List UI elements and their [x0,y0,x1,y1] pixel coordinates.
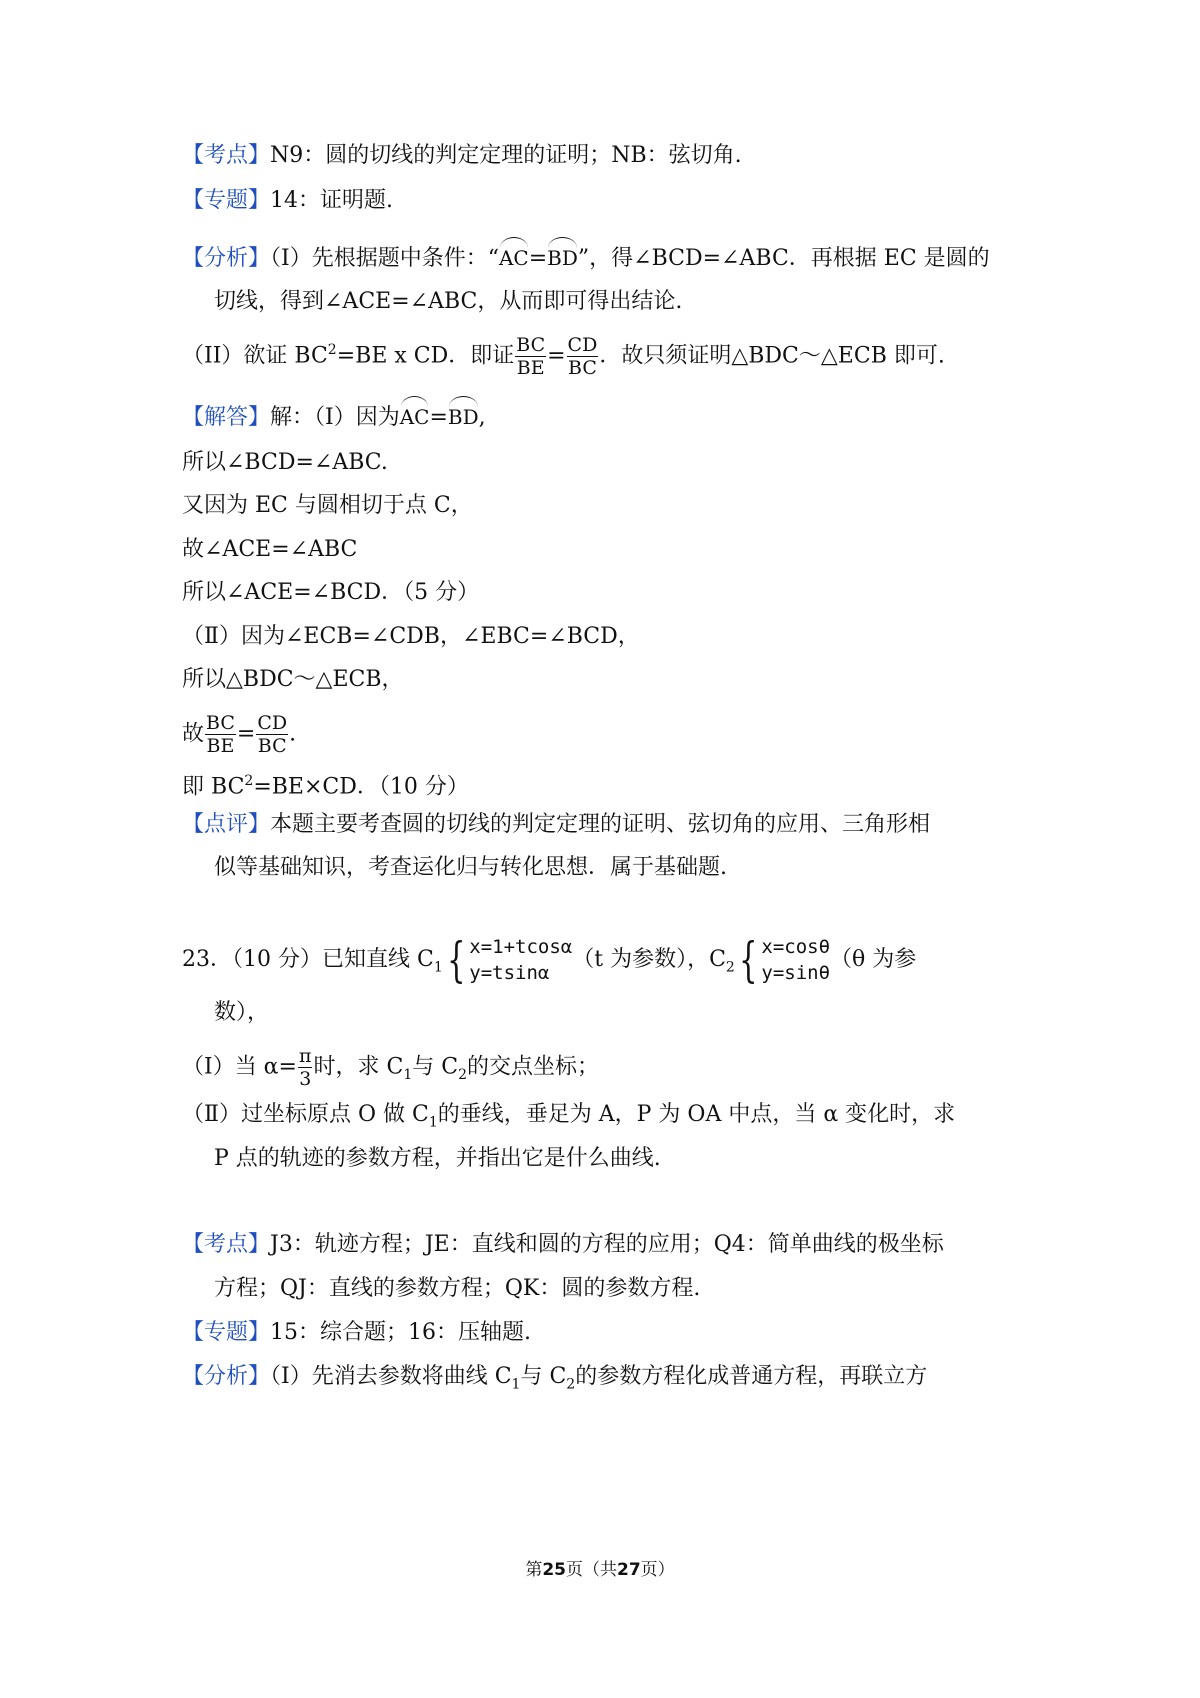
superscript: 2 [244,773,254,789]
numerator: CD [257,712,288,734]
solution-step-1: 所以∠BCD=∠ABC. [182,450,388,475]
fenxi-text: 的参数方程化成普通方程，再联立方 [575,1364,928,1389]
q23-kaodian-cont: 方程；QJ：直线的参数方程；QK：圆的参数方程. [214,1276,701,1301]
fenxi-text: （II）欲证 BC [182,343,328,369]
q23-text: （θ 为参 [830,947,917,972]
denominator: BC [257,735,287,757]
subscript: 2 [458,1066,467,1083]
fenxi-text: =BE x CD．即证 [336,343,515,369]
zhuanti-text: 15：综合题；16：压轴题. [270,1320,531,1345]
solution-step-6: 所以△BDC～△ECB， [182,667,404,692]
solution-step-2: 又因为 EC 与圆相切于点 C， [182,493,473,518]
equals-sign: = [528,246,548,271]
q23-part-2-cont: P 点的轨迹的参数方程，并指出它是什么曲线. [214,1146,661,1171]
subscript: 2 [725,959,735,976]
fraction-cd-bc [567,334,599,379]
footer-text: 第 [525,1560,543,1580]
q23-stem-cont: 数）， [214,1000,270,1025]
subscript: 2 [566,1376,576,1393]
kaodian-tag: 【考点】 [182,143,271,168]
fenxi-text: ．故只须证明△BDC～△ECB 即可. [599,343,945,369]
fenxi-text: 与 C [520,1364,567,1389]
jieda-line [182,396,486,433]
dianping-tag: 【点评】 [182,812,271,837]
kaodian-line [182,141,742,171]
q23-text: 的垂线，垂足为 A，P 为 OA 中点，当 α 变化时，求 [437,1102,956,1127]
page-total: 27 [617,1560,641,1580]
jieda-text: , [478,405,486,430]
zhuanti-tag: 【专题】 [182,188,271,213]
arc-ac: AC [400,396,430,432]
subscript: 1 [433,959,443,976]
numerator: BC [516,334,546,356]
subscript: 1 [511,1376,521,1393]
q23-kaodian-line [182,1230,944,1260]
kaodian-text: J3：轨迹方程；JE：直线和圆的方程的应用；Q4：简单曲线的极坐标 [270,1232,944,1257]
numerator: BC [206,712,235,734]
c2-y-equation: y=sinθ [761,962,831,984]
c1-y-equation: y=tsinα [469,962,550,984]
solution-step-5: （Ⅱ）因为∠ECB=∠CDB，∠EBC=∠BCD， [182,624,640,649]
zhuanti-tag: 【专题】 [182,1320,271,1345]
jieda-tag: 【解答】 [182,405,271,430]
dianping-text: 本题主要考查圆的切线的判定定理的证明、弦切角的应用、三角形相 [270,812,931,837]
subscript: 1 [403,1066,413,1083]
subscript: 1 [428,1114,438,1131]
footer-text: 页） [640,1560,675,1580]
equals-sign: = [236,721,256,747]
step-text: 即 BC [182,774,245,800]
q23-stem [182,933,916,994]
fenxi-line-3 [182,334,945,379]
numerator: π [298,1045,312,1067]
q23-text: （t 为参数），C [572,947,726,972]
zhuanti-text: 14：证明题. [270,188,394,213]
kaodian-text: N9：圆的切线的判定定理的证明；NB：弦切角. [270,143,742,168]
q23-text: （Ⅰ）当 α= [182,1054,297,1080]
fraction-bc-be [515,334,546,379]
q23-fenxi-line [182,1362,927,1399]
fenxi-text: ”，得∠BCD=∠ABC．再根据 EC 是圆的 [577,246,990,271]
left-brace: { [446,932,466,988]
numerator: CD [567,334,598,356]
solution-step-4: 所以∠ACE=∠BCD．（5 分） [182,580,480,605]
page-number: 25 [542,1560,566,1580]
q23-part-2 [182,1100,955,1137]
kaodian-tag: 【考点】 [182,1232,271,1257]
fraction-pi-3 [298,1045,313,1090]
fenxi-tag: 【分析】 [182,246,271,271]
fraction-cd-bc [256,712,288,757]
step-text: . [289,721,297,747]
fenxi-text: （I）先消去参数将曲线 C [270,1364,512,1389]
arc-bd: BD [448,396,479,432]
c1-equation-system [469,934,572,986]
q23-zhuanti-line [182,1318,531,1348]
arc-bd: BD [547,237,578,273]
fenxi-line-1 [182,237,990,274]
page-footer [0,1555,1200,1580]
q23-text: 时，求 C [313,1054,404,1080]
dianping-line-1 [182,810,930,840]
solution-step-8 [182,766,469,802]
equals-sign: = [429,405,448,430]
fenxi-tag: 【分析】 [182,1364,271,1389]
denominator: 3 [299,1068,312,1090]
superscript: 2 [327,342,337,359]
c1-x-equation: x=1+tcosα [469,936,573,958]
denominator: BC [568,357,597,379]
left-brace: { [738,932,758,988]
solution-step-7 [182,712,296,757]
footer-text: 页（共 [566,1560,617,1580]
denominator: BE [516,357,545,379]
jieda-text: 解：（Ⅰ）因为 [270,405,400,430]
denominator: BE [206,735,235,757]
q23-text: （Ⅱ）过坐标原点 O 做 C [182,1102,429,1127]
solution-step-3: 故∠ACE=∠ABC [182,537,358,562]
fraction-bc-be [205,712,236,757]
equals-sign: = [547,343,566,369]
q23-text: 的交点坐标； [466,1054,599,1080]
fenxi-text: （I）先根据题中条件：“ [270,246,499,271]
c2-x-equation: x=cosθ [761,936,831,958]
q23-text: 与 C [412,1054,459,1080]
arc-ac: AC [499,237,529,273]
dianping-line-2: 似等基础知识，考查运化归与转化思想．属于基础题. [214,855,727,880]
q23-part-1 [182,1045,599,1090]
zhuanti-line [182,186,393,216]
step-text: =BE×CD．（10 分） [253,774,469,800]
q23-text: 23．（10 分）已知直线 C [182,947,434,972]
fenxi-line-2: 切线，得到∠ACE=∠ABC，从而即可得出结论. [214,289,683,314]
c2-equation-system [761,934,830,986]
step-text: 故 [182,721,205,747]
